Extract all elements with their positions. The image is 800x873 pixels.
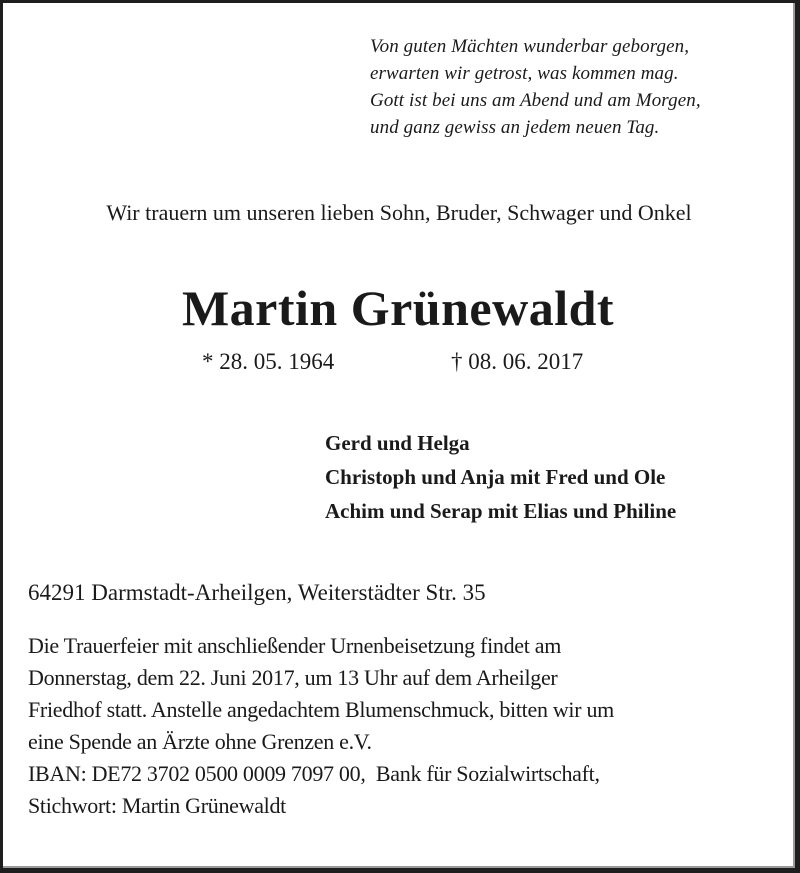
obituary-notice: [3, 3, 795, 868]
mourner-line: Gerd und Helga: [325, 431, 470, 455]
poem-line: Gott ist bei uns am Abend und am Morgen,: [370, 90, 701, 111]
poem-line: Von guten Mächten wunderbar geborgen,: [370, 36, 690, 57]
mourners-list: [325, 426, 676, 528]
birth-date: * 28. 05. 1964: [202, 349, 335, 374]
mourner-line: Christoph und Anja mit Fred und Ole: [325, 465, 666, 489]
poem-verse: [370, 33, 701, 141]
notice-line: IBAN: DE72 3702 0500 0009 7097 00, Bank für Sozialwirtschaft,: [28, 761, 600, 786]
notice-line: eine Spende an Ärzte ohne Grenzen e.V.: [28, 729, 372, 754]
intro-text: Wir trauern um unseren lieben Sohn, Bruder, Schwager und Onkel: [106, 200, 692, 225]
mourner-line: Achim und Serap mit Elias und Philine: [325, 499, 677, 523]
notice-line: Friedhof statt. Anstelle angedachtem Blumenschmuck, bitten wir um: [28, 697, 614, 722]
notice-line: Donnerstag, dem 22. Juni 2017, um 13 Uhr auf dem Arheilger: [28, 665, 558, 690]
address: 64291 Darmstadt-Arheilgen, Weiterstädter Str. 35: [28, 580, 486, 605]
poem-line: erwarten wir getrost, was kommen mag.: [370, 63, 679, 84]
death-date: † 08. 06. 2017: [451, 349, 584, 374]
deceased-name: Martin Grünewaldt: [181, 280, 615, 336]
funeral-notice: [28, 630, 614, 822]
notice-line: Stichwort: Martin Grünewaldt: [28, 793, 286, 818]
poem-line: und ganz gewiss an jedem neuen Tag.: [370, 117, 660, 138]
notice-line: Die Trauerfeier mit anschließender Urnenbeisetzung findet am: [28, 633, 562, 658]
